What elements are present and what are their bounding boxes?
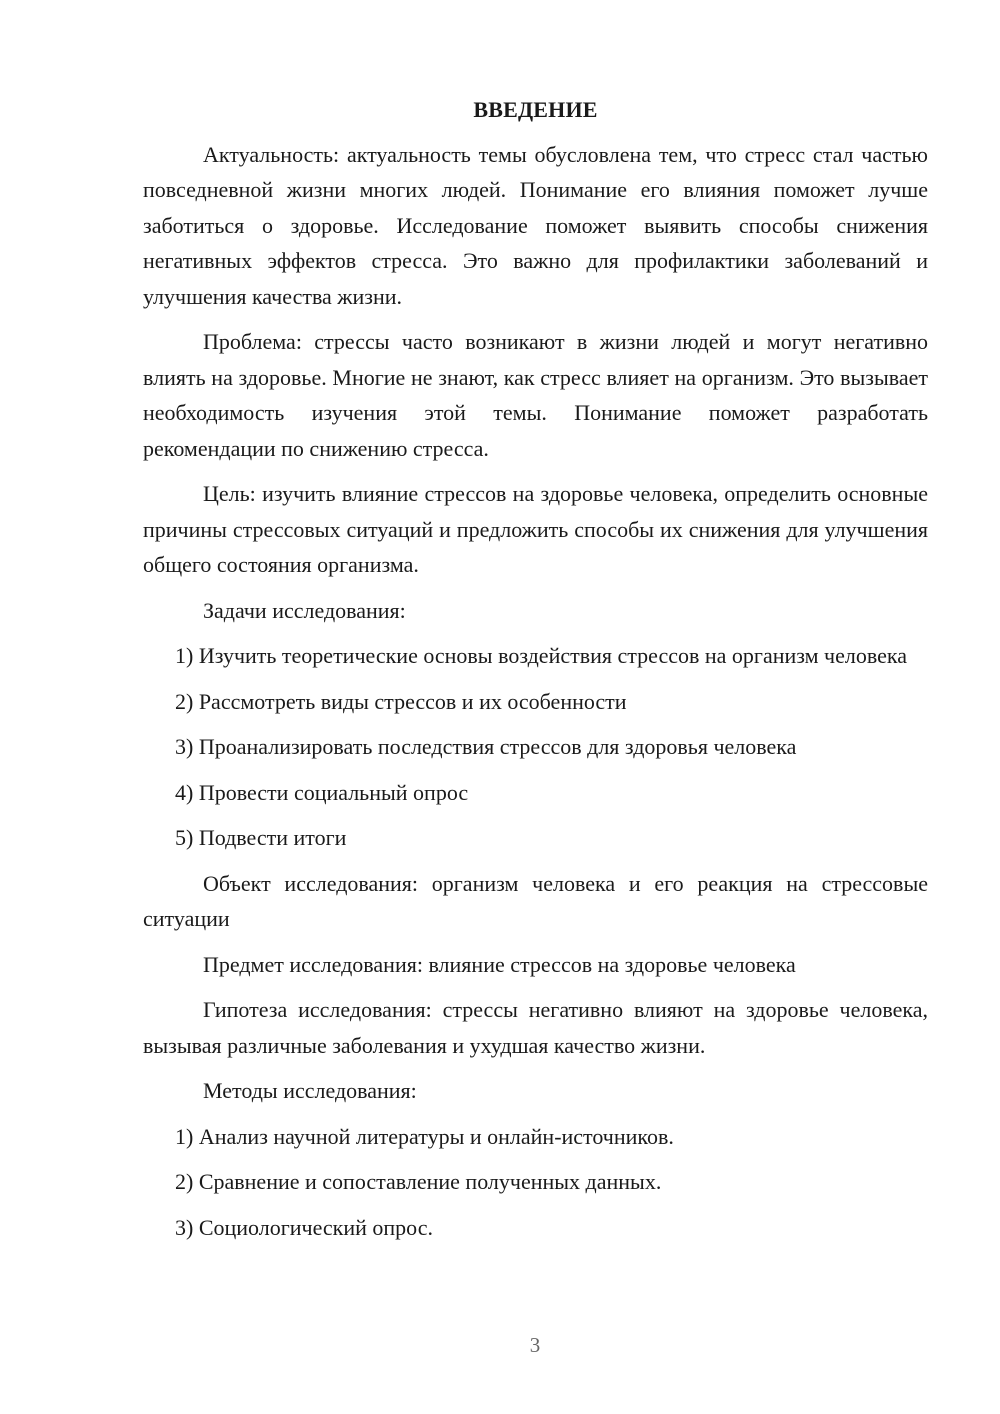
method-item: 1) Анализ научной литературы и онлайн-источников. [175, 1123, 674, 1149]
task-item: 3) Проанализировать последствия стрессов для здоровья человека [175, 734, 797, 759]
research-subject-paragraph: Предмет исследования: влияние стрессов на здоровье человека [203, 951, 796, 977]
section-title: ВВЕДЕНИЕ [473, 97, 598, 122]
task-item: 4) Провести социальный опрос [175, 779, 469, 805]
problem-paragraph: Проблема: стрессы часто возникают в жизни людей и могут негативно влиять на здоровье. Многие не знают, как стресс влияет на организм. Это вызывает необходимость изучения этой темы. Понимание поможет разработать рекомендации по снижению стресса. [143, 329, 928, 461]
task-item: 1) Изучить теоретические основы воздействия стрессов на организм человека [175, 643, 908, 668]
task-item: 5) Подвести итоги [175, 825, 347, 850]
tasks-heading: Задачи исследования: [203, 597, 406, 623]
goal-paragraph: Цель: изучить влияние стрессов на здоровье человека, определить основные причины стрессовых ситуаций и предложить способы их снижения для улучшения общего состояния организма. [143, 481, 928, 577]
page-content [143, 92, 928, 1255]
method-item: 2) Сравнение и сопоставление полученных данных. [175, 1169, 662, 1194]
methods-heading: Методы исследования: [203, 1078, 417, 1103]
hypothesis-paragraph: Гипотеза исследования: стрессы негативно влияют на здоровье человека, вызывая различные заболевания и ухудшая качество жизни. [143, 997, 928, 1058]
relevance-paragraph: Актуальность: актуальность темы обусловлена тем, что стресс стал частью повседневной жизни многих людей. Понимание его влияния поможет лучше заботиться о здоровье. Исследование поможет выявить способы снижения негативных эффектов стресса. Это важно для профилактики заболеваний и улучшения качества жизни. [143, 141, 928, 309]
page-number: 3 [529, 1333, 541, 1357]
task-item: 2) Рассмотреть виды стрессов и их особенности [175, 688, 627, 714]
research-object-paragraph: Объект исследования: организм человека и его реакция на стрессовые ситуации [143, 870, 928, 931]
method-item: 3) Социологический опрос. [175, 1214, 433, 1240]
